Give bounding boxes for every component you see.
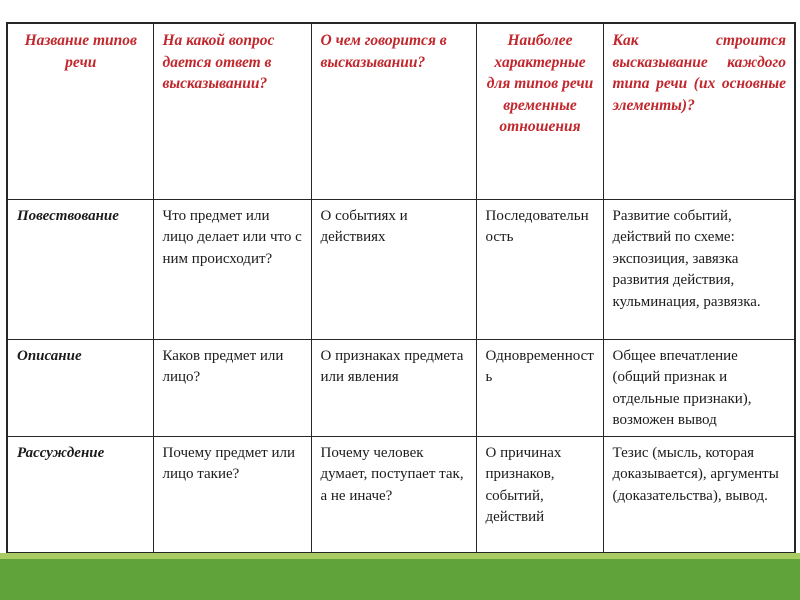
- cell-description-temporal: Одновременность: [476, 339, 603, 436]
- header-cell-about: О чем говорится в высказывании?: [311, 23, 476, 199]
- cell-description-type: Описание: [7, 339, 153, 436]
- cell-narration-temporal: Последовательность: [476, 199, 603, 339]
- cell-description-question: Каков предмет или лицо?: [153, 339, 311, 436]
- cell-reasoning-about: Почему человек думает, поступает так, а не иначе?: [311, 436, 476, 553]
- cell-reasoning-question: Почему предмет или лицо такие?: [153, 436, 311, 553]
- cell-description-structure: Общее впечатление (общий признак и отдельные признаки), возможен вывод: [603, 339, 795, 436]
- header-cell-speech-type-name: Название типов речи: [7, 23, 153, 199]
- cell-reasoning-structure: Тезис (мысль, которая доказывается), аргументы (доказательства), вывод.: [603, 436, 795, 553]
- cell-reasoning-temporal: О причинах признаков, событий, действий: [476, 436, 603, 553]
- table-row-reasoning: [7, 436, 795, 553]
- header-cell-structure: Как строится высказывание каждого типа речи (их основные элементы)?: [603, 23, 795, 199]
- table-header-row: [7, 23, 795, 199]
- cell-narration-question: Что предмет или лицо делает или что с ним происходит?: [153, 199, 311, 339]
- header-cell-temporal-relations: Наиболее характерные для типов речи временные отношения: [476, 23, 603, 199]
- table-row-description: [7, 339, 795, 436]
- cell-narration-about: О событиях и действиях: [311, 199, 476, 339]
- cell-narration-structure: Развитие событий, действий по схеме: экспозиция, завязка развития действия, кульминация, развязка.: [603, 199, 795, 339]
- header-cell-question: На какой вопрос дается ответ в высказывании?: [153, 23, 311, 199]
- bottom-accent-bar: [0, 559, 800, 600]
- cell-narration-type: Повествование: [7, 199, 153, 339]
- cell-reasoning-type: Рассуждение: [7, 436, 153, 553]
- cell-description-about: О признаках предмета или явления: [311, 339, 476, 436]
- table-row-narration: [7, 199, 795, 339]
- speech-types-table: [6, 22, 796, 554]
